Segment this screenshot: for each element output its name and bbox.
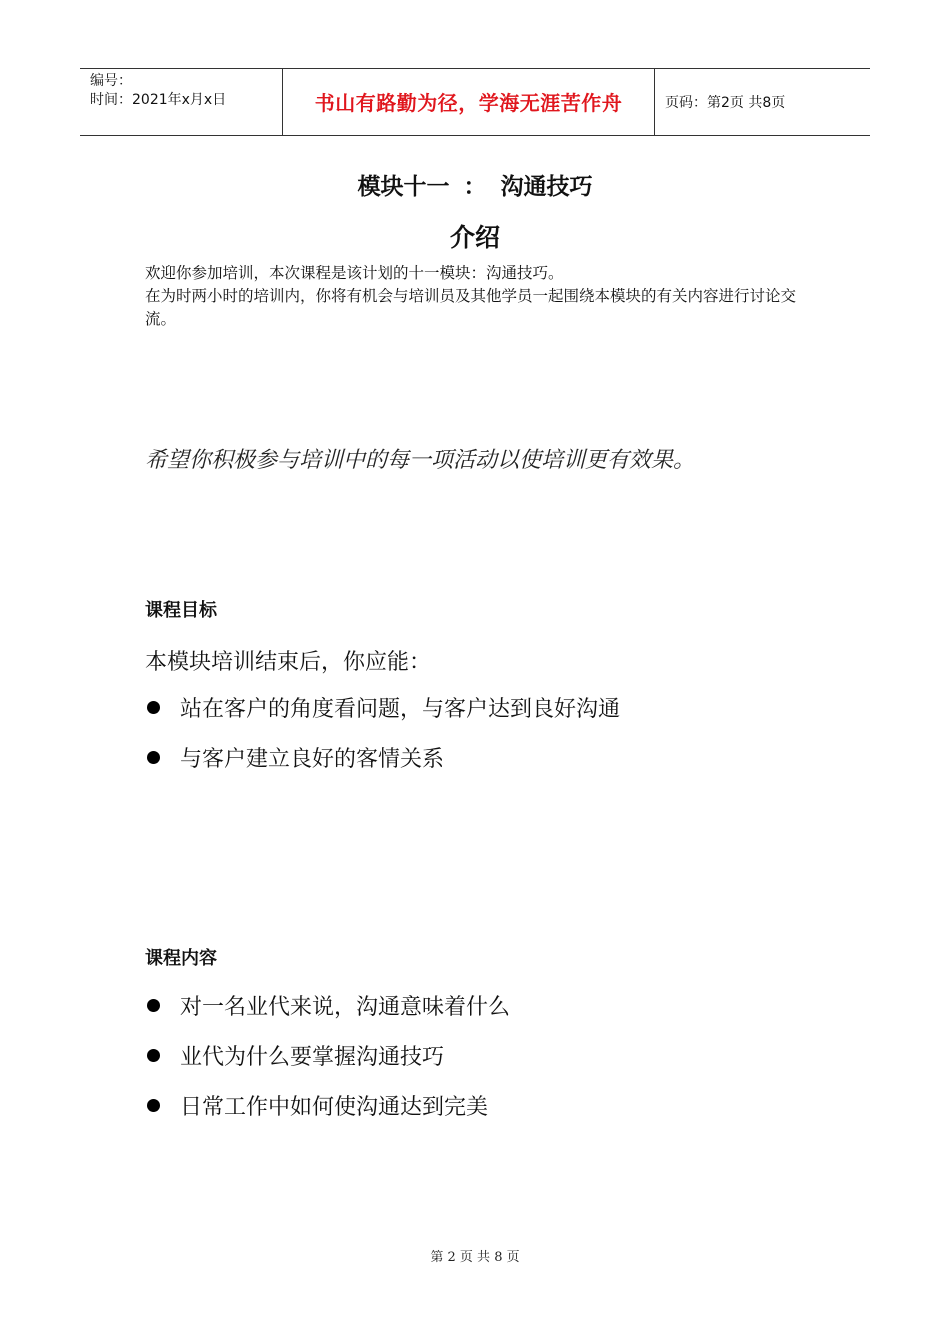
module-title-topic: 沟通技巧 [500, 174, 593, 200]
list-item [145, 992, 510, 1018]
bullet-icon [147, 1049, 160, 1062]
header-page-number: 页码：第2页 共8页 [665, 95, 786, 111]
content-text: 业代为什么要掌握沟通技巧 [180, 1044, 445, 1070]
document-time-label: 时间：2021年x月x日 [90, 92, 227, 108]
intro-paragraph [145, 262, 815, 331]
list-item [145, 744, 620, 770]
intro-line-2: 在为时两小时的培训内，你将有机会与培训员及其他学员一起围绕本模块的有关内容进行讨论交流。 [145, 287, 797, 328]
objectives-lead: 本模块培训结束后，你应能： [145, 650, 432, 675]
content-text: 日常工作中如何使沟通达到完美 [180, 1094, 489, 1120]
encouragement-text: 希望你积极参与培训中的每一项活动以使培训更有效果。 [145, 448, 696, 473]
objectives-list [145, 694, 620, 794]
module-title [0, 168, 950, 201]
list-item [145, 694, 620, 720]
bullet-icon [147, 999, 160, 1012]
bullet-icon [147, 701, 160, 714]
section-title-intro: 介绍 [449, 223, 500, 252]
header-motto-cell [282, 69, 655, 135]
list-item [145, 1042, 510, 1068]
module-title-number: 模块十一 [357, 174, 450, 200]
module-title-separator: ： [463, 174, 487, 200]
objective-text: 站在客户的角度看问题，与客户达到良好沟通 [180, 696, 621, 722]
objectives-heading: 课程目标 [145, 600, 217, 621]
document-number-label: 编号： [90, 73, 132, 89]
header-meta [80, 69, 282, 135]
document-header [80, 68, 870, 136]
bullet-icon [147, 1099, 160, 1112]
content-heading: 课程内容 [145, 948, 217, 969]
bullet-icon [147, 751, 160, 764]
content-text: 对一名业代来说，沟通意味着什么 [180, 994, 511, 1020]
header-page-cell [655, 69, 870, 135]
objective-text: 与客户建立良好的客情关系 [180, 746, 445, 772]
header-motto: 书山有路勤为径，学海无涯苦作舟 [314, 90, 623, 115]
content-list [145, 992, 510, 1142]
intro-line-1: 欢迎你参加培训，本次课程是该计划的十一模块：沟通技巧。 [145, 264, 564, 282]
page-footer: 第 2 页 共 8 页 [430, 1250, 520, 1265]
list-item [145, 1092, 510, 1118]
